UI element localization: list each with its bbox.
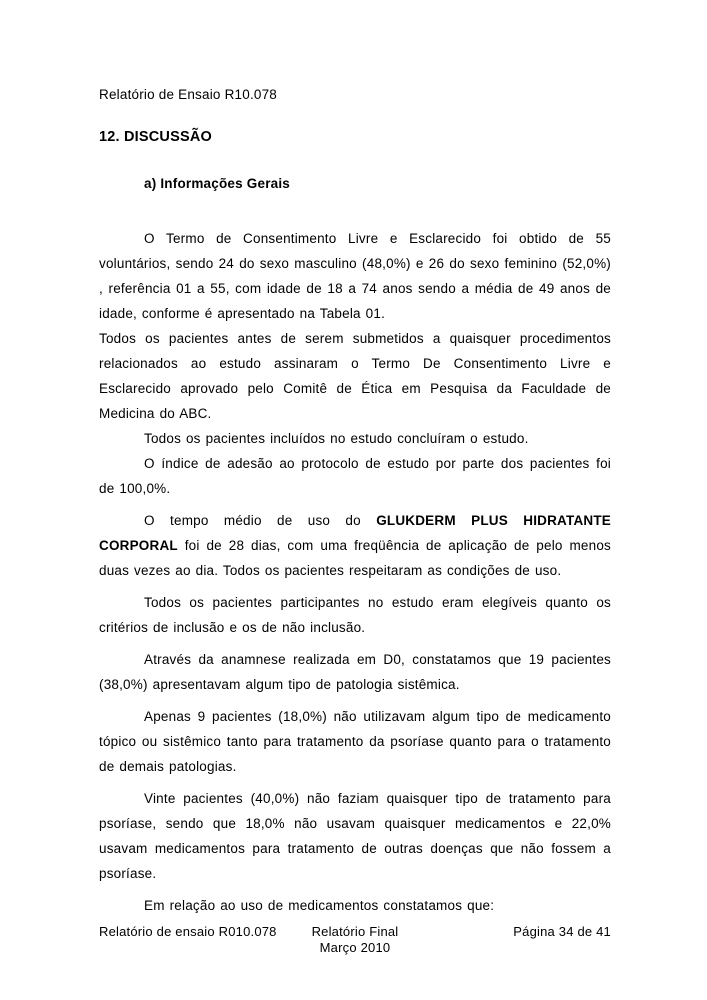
paragraph-text-before: O tempo médio de uso do [144, 513, 377, 528]
paragraph-all-concluded: Todos os pacientes incluídos no estudo concluíram o estudo. [144, 431, 529, 446]
footer-report-type: Relatório Final [311, 924, 399, 939]
document-footer [99, 924, 611, 956]
paragraph-medication-intro: Em relação ao uso de medicamentos constatamos que: [144, 898, 495, 913]
footer-report-date: Março 2010 [319, 940, 391, 955]
paragraph-medication-none: Apenas 9 pacientes (18,0%) não utilizavam algum tipo de medicamento tópico ou sistêmico tanto para tratamento da psoríase quanto para o tratamento de demais patologias. [99, 709, 611, 774]
footer-page-number: Página 34 de 41 [513, 924, 611, 939]
subsection-title: a) Informações Gerais [144, 176, 291, 191]
document-body [99, 226, 611, 918]
paragraph-product-usage [99, 508, 611, 583]
paragraph-adherence-index: O índice de adesão ao protocolo de estudo por parte dos pacientes foi de 100,0%. [99, 456, 611, 496]
paragraph-consent-obtained: O Termo de Consentimento Livre e Esclarecido foi obtido de 55 voluntários, sendo 24 do sexo masculino (48,0%) e 26 do sexo feminino (52,0%) , referência 01 a 55, com idade de 18 a 74 anos sendo a média de 49 anos de idade, conforme é apresentado na Tabela 01. [99, 231, 611, 321]
footer-report-id: Relatório de ensaio R010.078 [99, 924, 277, 939]
paragraph-treatment-stats: Vinte pacientes (40,0%) não faziam quaisquer tipo de tratamento para psoríase, sendo que 18,0% não usavam quaisquer medicamentos e 22,0% usavam medicamentos para tratamento de outras doenças que não fossem a psoríase. [99, 791, 611, 881]
paragraph-eligibility: Todos os pacientes participantes no estudo eram elegíveis quanto os critérios de inclusão e os de não inclusão. [99, 595, 611, 635]
paragraph-consent-signed: Todos os pacientes antes de serem submetidos a quaisquer procedimentos relacionados ao estudo assinaram o Termo De Consentimento Livre e Esclarecido aprovado pelo Comitê de Ética em Pesquisa da Faculdade de Medicina do ABC. [99, 331, 611, 421]
product-name-bold: GLUKDERM PLUS HIDRATANTE CORPORAL [99, 513, 611, 553]
paragraph-anamnese: Através da anamnese realizada em D0, constatamos que 19 pacientes (38,0%) apresentavam algum tipo de patologia sistêmica. [99, 652, 611, 692]
section-title: 12. DISCUSSÃO [99, 129, 212, 145]
document-header: Relatório de Ensaio R10.078 [99, 87, 278, 102]
footer-report-info [312, 924, 399, 956]
paragraph-text-after: foi de 28 dias, com uma freqüência de aplicação de pelo menos duas vezes ao dia. Todos os pacientes respeitaram as condições de uso. [99, 538, 611, 578]
